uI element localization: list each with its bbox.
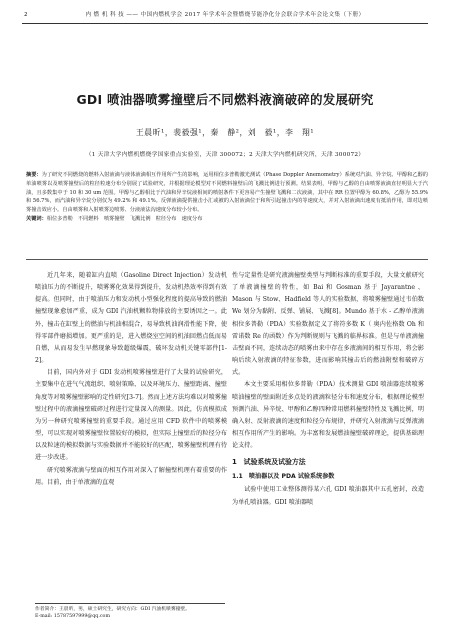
body-paragraph: 近几年来，随着缸内直喷（Gasoline Direct Injection）发动机喷油压力的不断提升，喷雾雾化效果得到提升，发动机热效率得到有效提高。但同时，由于喷油压力和发动机小型强化程度的提高导致的燃油撞壁现象愈加严重，成为 GDI 汽油机颗粒物排放的主要诱因之一。此外，撞击在缸壁上的燃油与机油相混合，易导致机油润滑性能下降，使得零部件磨损增加。更严重的是，进入燃烧室空间的机油回燃点低而易自燃，从而易发生早燃现象导致超级爆震，破坏发动机关键零部件[1-2]。 (35, 272, 227, 365)
keywords-label: 关键词： (26, 216, 47, 223)
running-head-text: 内 燃 机 科 技 —— 中国内燃机学会 2017 年学术年会暨燃烧节能净化分会联合学术年会论文集（下册） (85, 12, 365, 18)
author-list: 王晨昕¹，裴毅强¹，秦 静²，刘 毅¹，李 翔¹ (135, 128, 315, 137)
right-column (232, 270, 424, 509)
footnote-bio: 作者简介：王晨昕，男，硕士研究生，研究方向：GDI 汽油机喷雾撞壁。 (35, 607, 191, 612)
body-paragraph: 本文主要采用相位多普勒（PDA）技术测量 GDI 喷油器连续喷雾喷油撞壁的壁面附近多点处的液滴粒径分布和速度分布，根据理论模型预测汽油、异辛烷、甲醇和乙醇四种常用燃料撞壁特性及飞溅比例，明确入射、反射液滴的速度和粒径分布规律，并研究入射液滴与反弹液滴相互作用所产生的影响。为丰富和发展燃油撞壁破碎理论，提供基础理论支持。 (232, 381, 424, 450)
keywords (26, 215, 428, 224)
abstract-text: 为了研究不同燃烧的燃料入射液滴与液体液滴相互作用所产生的影响，运用相位多普勒激光测试（Phase Doppler Anemometry）系统对汽油、异辛烷、甲醇和乙醇的单油喷雾以及喷雾撞壁后的粒径粒速分布分别展了试验研究，并根据理论模型对不同燃料撞壁后的飞溅比例进行预测。结果表明，甲醇与乙醇的自由喷雾液滴直径明显大于汽油，且多数集中于 10 和 30 um 范围。甲醇与乙醇相比于汽油和异辛烷液相间的喷射条件下更容易产生撞壁飞溅和二次液滴，其中在 RR 位置甲醇为 60.8%，乙醇为 55.9% 和 56.7%，而汽油和异辛烷分别仅为 49.2% 和 49.1%。反弹液滴提供撞击小汇或被的入射液滴位于和所引起撞击内的等速度大，并对入射液滴出速度有抵消作用，即对边喷雾撞击效应小。自由喷雾和入射喷雾边喷雾、分液液法沟速度分布较小分布。 (26, 172, 428, 214)
abstract-label: 摘要： (26, 172, 42, 178)
running-head (22, 10, 428, 24)
abstract-divider (26, 259, 428, 260)
body-paragraph: 研究喷雾液滴与壁面的相互作用对深入了解撞壁机理有着重要的作用。目前，由于单液滴的直观 (35, 466, 227, 486)
section-heading: 1 试验系统及试验方法 (232, 458, 306, 467)
footnote-email: E-mail: 15787597999@qq.com (35, 614, 110, 619)
left-column (35, 270, 227, 489)
paper-title: GDI 喷油器喷雾撞壁后不同燃料液滴破碎的发展研究 (76, 92, 374, 107)
page-number: 2 (24, 12, 28, 18)
affiliation: （1 天津大学内燃机燃烧学国家重点实验室，天津 300072；2 天津大学内燃机研究所，天津 300072） (85, 152, 365, 158)
keywords-text: 相位多普勒 不同燃料 喷雾撞壁 飞溅比例 粒径分布 速度分布 (46, 216, 203, 223)
abstract-paragraph (26, 171, 428, 215)
body-paragraph: 性与定量性是研究液滴撞壁类型与判断标准的重要手段，大量文献研究了单液滴撞壁的特性，如 Bai 和 Gosman 基于 Jayarantne 、Mason 与 Stow、Hadfield 等人的实验数据，将喷雾撞壁通过韦伯数 We 划分为黏附、反弹、铺展、飞溅[8]。Mundo 基于水 - 乙醇单液滴相位多普勒（PDA）实验数据定义了将符多数 K（ 奥内佐格数 Oh 和雷诺数 Re 的函数）作为判断规则与飞溅的临界标准。但是与单液滴撞击壁面不同，连续动态的喷雾由来中存在多液滴间的相互作用，将会影响后续入射液滴的特征参数，进而影响其撞击后的燃油附壁和破碎方式。 (232, 272, 424, 377)
subsection-heading: 1.1 喷油器以及 PDA 试验系统参数 (232, 473, 335, 481)
body-paragraph: 目前，国内外对于 GDI 发动机喷雾撞壁进行了大量的试验研究，主要集中在进气气流组织、喷射策略、以及环境压力、撞壁距离、撞壁角度等对喷雾撞壁影响的定性研究[3-7]。然而上述方法均难以对喷雾撞壁过程中的液滴撞壁破碎过程进行定量深入的测量。因此，仿真模拟成为另一种研究喷雾撞壁的重要手段。通过应用 CFD 软件中的喷雾模型，可以实现对喷雾撞壁位置较好的模拟，但实际上撞壁后的粒径分布以及粒速的模拟数据与实验数据并不能较好的匹配，喷雾撞壁机理有待进一步改进。 (35, 369, 227, 462)
body-paragraph: 试验中使用工业整体测得某六孔 GDI 喷油器其中五孔密封，改造为单孔喷油器。GDI 喷油器喷 (232, 486, 424, 506)
author-footnote (35, 603, 225, 620)
abstract (26, 171, 428, 251)
